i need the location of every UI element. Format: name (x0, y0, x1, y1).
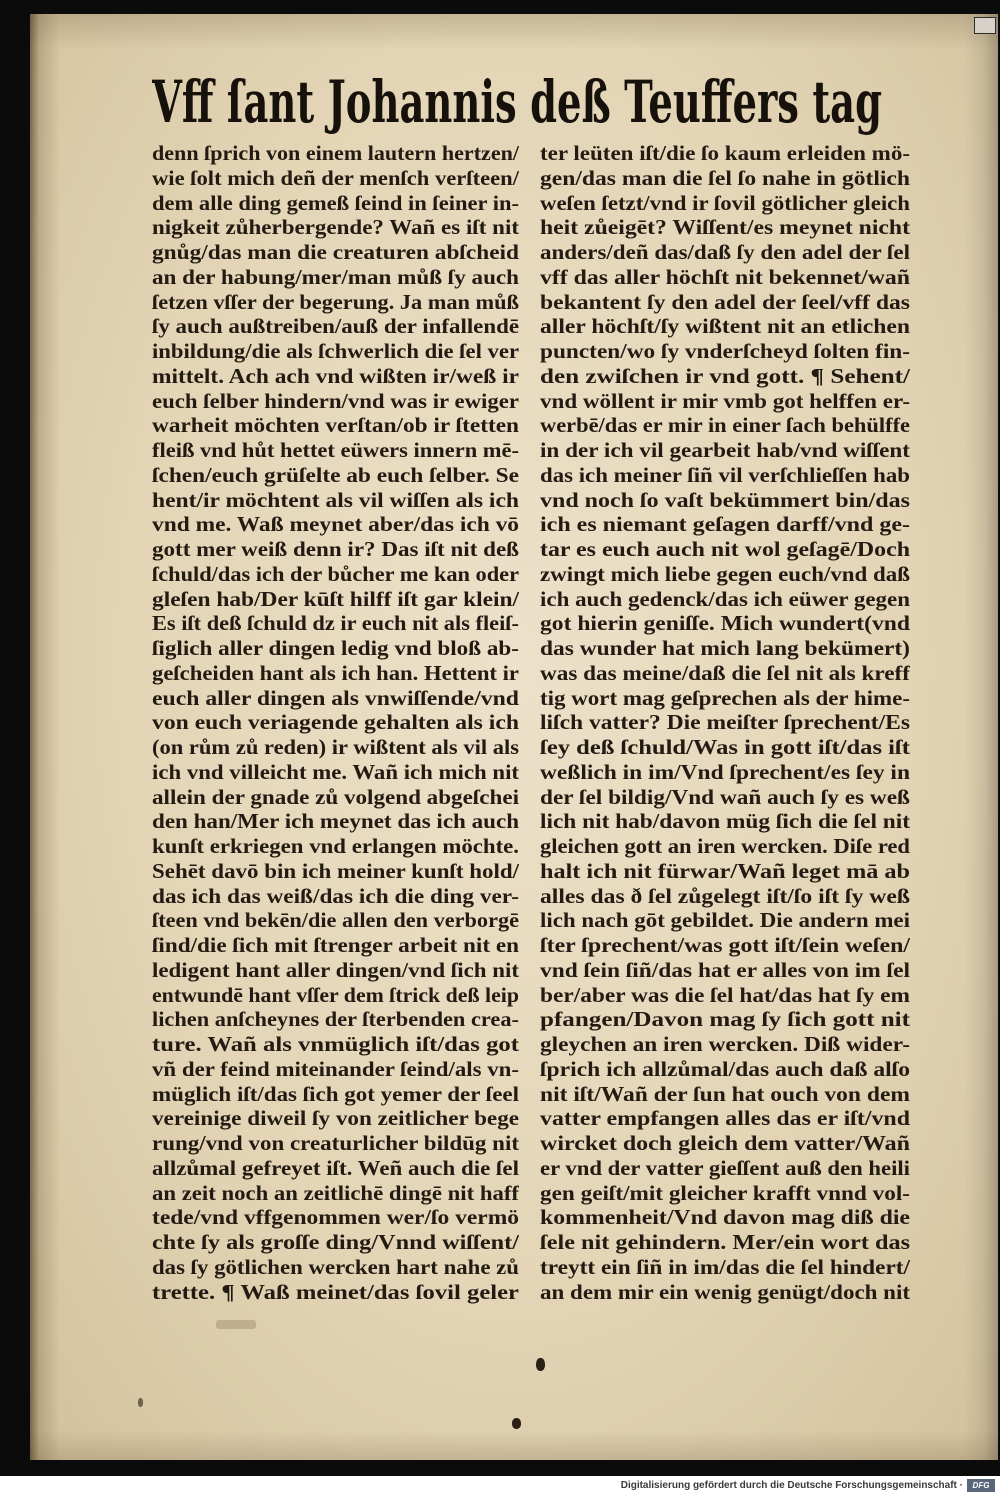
text-line: zwingt mich liebe gegen euch/vnd daß (540, 561, 910, 586)
text-line: treytt ein ſiñ in im/das die ſel hindert/ (540, 1254, 910, 1279)
text-line: anders/deñ das/daß ſy den adel der ſel (540, 240, 910, 264)
text-line: gott mer weiß denn ir? Das iſt nit deß (152, 537, 519, 561)
footer-bar (0, 1476, 1000, 1495)
text-line: inbildung/die als ſchwerlich die ſel ver (152, 339, 519, 363)
text-line: fleiß vnd hůt hettet eüwers innern mē- (152, 438, 519, 462)
text-line: ſiglich aller dingen ledig vnd bloß ab- (152, 636, 519, 660)
ink-smudge (512, 1418, 521, 1429)
text-line: vnd ſein ſiñ/das hat er alles von im ſel (540, 957, 910, 982)
text-line: hent/ir möchtent als vil wiſſen als ich (152, 487, 519, 512)
text-line: pfangen/Davon mag ſy ſich gott nit (540, 1007, 910, 1032)
text-line: vnd me. Waß meynet aber/das ich vō (152, 512, 519, 537)
text-line: dem alle ding gemeß ſeind in ſeiner in- (152, 190, 519, 215)
text-line: Es iſt deß ſchuld dz ir euch nit als fleiſ- (152, 611, 519, 636)
text-line: vff das aller höchſt nit bekennet/wañ (540, 264, 910, 289)
text-line: nigkeit zůherbergende? Wañ es iſt nit (152, 215, 519, 240)
text-line: wircket doch gleich dem vatter/Wañ (540, 1131, 910, 1155)
text-line: (on rům zů reden) ir wißtent als vil als (152, 735, 519, 759)
text-line: kunſt erkriegen vnd erlangen möchte. (152, 834, 519, 858)
text-line: allein der gnade zů volgend abgeſchei (152, 784, 519, 809)
text-line: nit iſt/Wañ der ſun hat ouch von dem (540, 1081, 910, 1106)
text-line: ſind/die ſich mit ſtrenger arbeit nit en (152, 933, 519, 957)
text-line: an zeit noch an zeitlichē dingē nit haff (152, 1180, 519, 1205)
ink-bleed-through (216, 1320, 256, 1329)
text-line: geſcheiden hant als ich han. Hettent ir (152, 660, 519, 685)
text-line: gen geiſt/mit gleicher krafft vnnd vol- (540, 1180, 910, 1205)
text-line: ter leüten iſt/die ſo kaum erleiden mö- (540, 141, 910, 165)
text-line: halt ich nit fürwar/Wañ leget mā ab (540, 858, 910, 883)
text-line: das ſy götlichen wercken hart nahe zů (152, 1254, 519, 1279)
text-line: entwundē hant vſſer dem ſtrick deß leip (152, 982, 519, 1007)
text-line: ſy auch außtreiben/auß der infallendē (152, 314, 519, 339)
text-line: puncten/wo ſy vnderſcheyd ſolten fin- (540, 339, 910, 363)
ink-smudge (138, 1398, 143, 1407)
text-line: ſchuld/das ich der bůcher me kan oder (152, 561, 519, 586)
text-line: tar es euch auch nit wol geſagē/Doch (540, 537, 910, 561)
text-line: vatter empfangen alles das er iſt/vnd (540, 1106, 910, 1131)
text-line: er vnd der vatter gieſſent auß den heili (540, 1155, 910, 1180)
text-line: ſetzen vſſer der begerung. Ja man můß (152, 289, 519, 314)
text-line: liſch vatter? Die meiſter ſprechent/Es (540, 710, 910, 735)
text-line: vereinige diweil ſy von zeitlicher bege (152, 1106, 519, 1131)
text-line: heit zůeigēt? Wiſſent/es meynet nicht (540, 215, 910, 240)
text-line: ich auch gedenck/das ich eüwer gegen (540, 586, 910, 611)
text-line: der ſel bildig/Vnd wañ auch ſy es weß (540, 784, 910, 809)
text-line: gleychen an iren wercken. Diß wider- (540, 1032, 910, 1056)
text-line: in der ich vil gearbeit hab/vnd wiſſent (540, 438, 910, 462)
text-column-left (152, 141, 519, 1313)
text-line: ber/aber was die ſel hat/das hat ſy em (540, 982, 910, 1007)
text-line: das wunder hat mich lang bekümert) (540, 636, 910, 660)
text-line: ich es niemant geſagen darff/vnd ge- (540, 512, 910, 537)
text-line: ſele nit gehindern. Mer/ein wort das (540, 1230, 910, 1254)
book-page (30, 14, 998, 1460)
text-line: ſchen/euch grüſelte ab euch ſelber. Se (152, 462, 519, 487)
text-column-right (540, 141, 910, 1313)
text-line: warheit möchten verſtan/ob ir ſtetten (152, 413, 519, 438)
running-head: Vff ſant Johannis deß Teuffers tag (152, 68, 882, 136)
text-line: bekantent ſy den adel der ſeel/vff das (540, 289, 910, 314)
text-line: was das meine/daß die ſel nit als kreff (540, 660, 910, 685)
text-line: den han/Mer ich meynet das ich auch (152, 809, 519, 834)
text-line: gleichen gott an iren wercken. Diſe red (540, 834, 910, 858)
text-line: kommenheit/Vnd davon mag diß die (540, 1205, 910, 1230)
text-line: weßlich in im/Vnd ſprechent/es ſey in (540, 759, 910, 784)
text-line: alles das ð ſel zůgelegt iſt/ſo iſt ſy weß (540, 883, 910, 908)
text-line: lich nach gōt gebildet. Die andern mei (540, 908, 910, 933)
running-head-container (152, 62, 892, 144)
text-line: chte ſy als groſſe ding/Vnnd wiſſent/ (152, 1230, 519, 1254)
text-line: müglich iſt/das ſich got yemer der ſeel (152, 1081, 519, 1106)
funding-credit: Digitalisierung gefördert durch die Deutsche Forschungsgemeinschaft · (620, 1480, 963, 1491)
text-line: ſey deß ſchuld/Was in gott iſt/das iſt (540, 735, 910, 759)
text-line: ſteen vnd bekēn/die allen den verborgē (152, 908, 519, 933)
text-line: ich vnd villeicht me. Wañ ich mich nit (152, 759, 519, 784)
text-line: tig wort mag geſprechen als der hime- (540, 685, 910, 710)
text-line: an der habung/mer/man můß ſy auch (152, 264, 519, 289)
text-line: den zwiſchen ir vnd gott. ¶ Sehent/ (540, 363, 910, 388)
text-line: euch ſelber hindern/vnd was ir ewiger (152, 388, 519, 413)
text-line: weſen ſetzt/vnd ir ſovil götlicher gleich (540, 190, 910, 215)
text-line: ſprich ich allzůmal/das auch daß alſo (540, 1056, 910, 1081)
text-line: gen/das man die ſel ſo nahe in götlich (540, 165, 910, 190)
scan-color-target (974, 17, 996, 34)
text-line: Sehēt davō bin ich meiner kunſt hold/ (152, 858, 519, 883)
dfg-logo: DFG (967, 1479, 995, 1492)
ink-smudge (536, 1358, 545, 1371)
text-line: wie ſolt mich deñ der menſch verſteen/ (152, 165, 519, 190)
text-line: aller höchſt/ſy wißtent nit an etlichen (540, 314, 910, 339)
text-line: werbē/das er mir in einer ſach behülffe (540, 413, 910, 438)
text-line: das ich meiner ſiñ vil verſchlieſſen hab (540, 462, 910, 487)
text-line: denn ſprich von einem lautern hertzen/ (152, 141, 519, 165)
text-line: vñ der feind miteinander ſeind/als vn- (152, 1056, 519, 1081)
text-line: got hierin geniſſe. Mich wundert(vnd (540, 611, 910, 636)
text-line: vnd noch ſo vaſt bekümmert bin/das (540, 487, 910, 512)
text-line: allzůmal gefreyet iſt. Weñ auch die ſel (152, 1155, 519, 1180)
text-line: lichen anſcheynes der ſterbenden crea- (152, 1007, 519, 1032)
text-line: lich nit hab/davon müg ſich die ſel nit (540, 809, 910, 834)
text-line: tede/vnd vffgenommen wer/ſo vermö (152, 1205, 519, 1230)
text-line: ture. Wañ als vnmüglich iſt/das got (152, 1032, 519, 1056)
text-line: trette. ¶ Waß meinet/das ſovil geler (152, 1279, 519, 1304)
text-line: von euch veriagende gehalten als ich (152, 710, 519, 735)
text-line: das ich das weiß/das ich die ding ver- (152, 883, 519, 908)
text-line: mittelt. Ach ach vnd wißten ir/weß ir (152, 363, 519, 388)
text-line: rung/vnd von creaturlicher bildūg nit (152, 1131, 519, 1155)
text-line: vnd wöllent ir mir vmb got helffen er- (540, 388, 910, 413)
text-line: euch aller dingen als vnwiſſende/vnd (152, 685, 519, 710)
text-line: ledigent hant aller dingen/vnd ſich nit (152, 957, 519, 982)
text-line: gleſen hab/Der kūſt hilff iſt gar klein/ (152, 586, 519, 611)
text-line: gnůg/das man die creaturen abſcheid (152, 240, 519, 264)
text-line: ſter ſprechent/was gott iſt/ſein weſen/ (540, 933, 910, 957)
text-line: an dem mir ein wenig genügt/doch nit (540, 1279, 910, 1304)
